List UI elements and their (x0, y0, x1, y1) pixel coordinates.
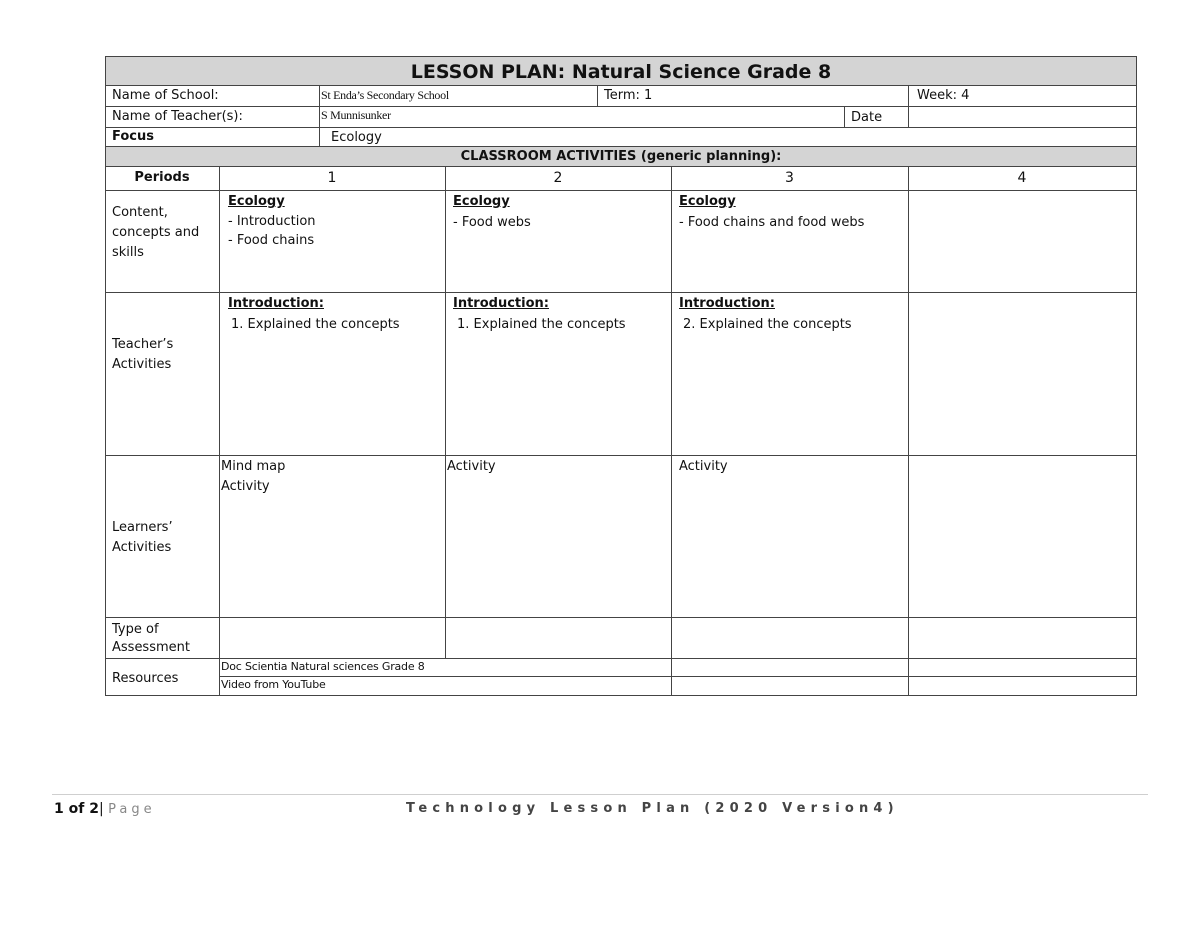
period-3-header: 3 (785, 170, 794, 186)
footer-divider (52, 794, 1148, 795)
teacher-p1-heading: Introduction: (228, 296, 324, 311)
content-p1-line: - Introduction (228, 214, 316, 229)
learner-activities-label-line: Learners’ (112, 520, 173, 535)
page-word: Page (108, 802, 156, 817)
content-p2-line: - Food webs (453, 215, 531, 230)
teacher-value: S Munnisunker (321, 108, 391, 122)
content-p3-line: - Food chains and food webs (679, 215, 865, 230)
teacher-activities-label-line: Teacher’s (112, 337, 174, 352)
teacher-p2-line: 1. Explained the concepts (457, 317, 626, 332)
teacher-p2-heading: Introduction: (453, 296, 549, 311)
learner-activities-label-line: Activities (112, 540, 172, 555)
content-label-line: skills (112, 245, 144, 260)
resources-label: Resources (112, 671, 179, 686)
content-label-line: concepts and (112, 225, 200, 240)
footer-page-number (54, 800, 156, 819)
date-label: Date (851, 110, 883, 125)
resource-item: Doc Scientia Natural sciences Grade 8 (221, 660, 425, 673)
learner-p1-line: Mind map (221, 459, 286, 474)
content-label-line: Content, (112, 205, 168, 220)
learner-p2-line: Activity (447, 459, 496, 474)
page-separator: | (98, 801, 104, 817)
activities-header: CLASSROOM ACTIVITIES (generic planning): (460, 149, 782, 164)
content-p1-line: - Food chains (228, 233, 315, 248)
period-4-header: 4 (1017, 170, 1027, 186)
school-value: St Enda’s Secondary School (321, 88, 449, 102)
period-1-header: 1 (327, 170, 337, 186)
term-field: Term: 1 (604, 88, 653, 103)
learner-p1-line: Activity (221, 479, 270, 494)
resource-item: Video from YouTube (221, 678, 326, 691)
teacher-p3-heading: Introduction: (679, 296, 775, 311)
footer-doc-title: Technology Lesson Plan (2020 Version4) (406, 801, 899, 816)
focus-label: Focus (112, 129, 154, 144)
page-number: 1 of 2 (54, 801, 99, 817)
teacher-p3-line: 2. Explained the concepts (683, 317, 852, 332)
teacher-label: Name of Teacher(s): (112, 109, 243, 124)
teacher-activities-label-line: Activities (112, 357, 172, 372)
period-2-header: 2 (553, 170, 563, 186)
assessment-label-line: Assessment (112, 640, 190, 655)
learner-p3-line: Activity (679, 459, 728, 474)
page-title: LESSON PLAN: Natural Science Grade 8 (410, 61, 832, 83)
focus-value: Ecology (331, 130, 382, 145)
teacher-p1-line: 1. Explained the concepts (231, 317, 400, 332)
assessment-label-line: Type of (112, 622, 159, 637)
week-field: Week: 4 (917, 88, 970, 103)
content-p3-heading: Ecology (679, 194, 736, 209)
school-label: Name of School: (112, 88, 219, 103)
content-p2-heading: Ecology (453, 194, 510, 209)
content-p1-heading: Ecology (228, 194, 285, 209)
periods-label: Periods (134, 170, 190, 185)
